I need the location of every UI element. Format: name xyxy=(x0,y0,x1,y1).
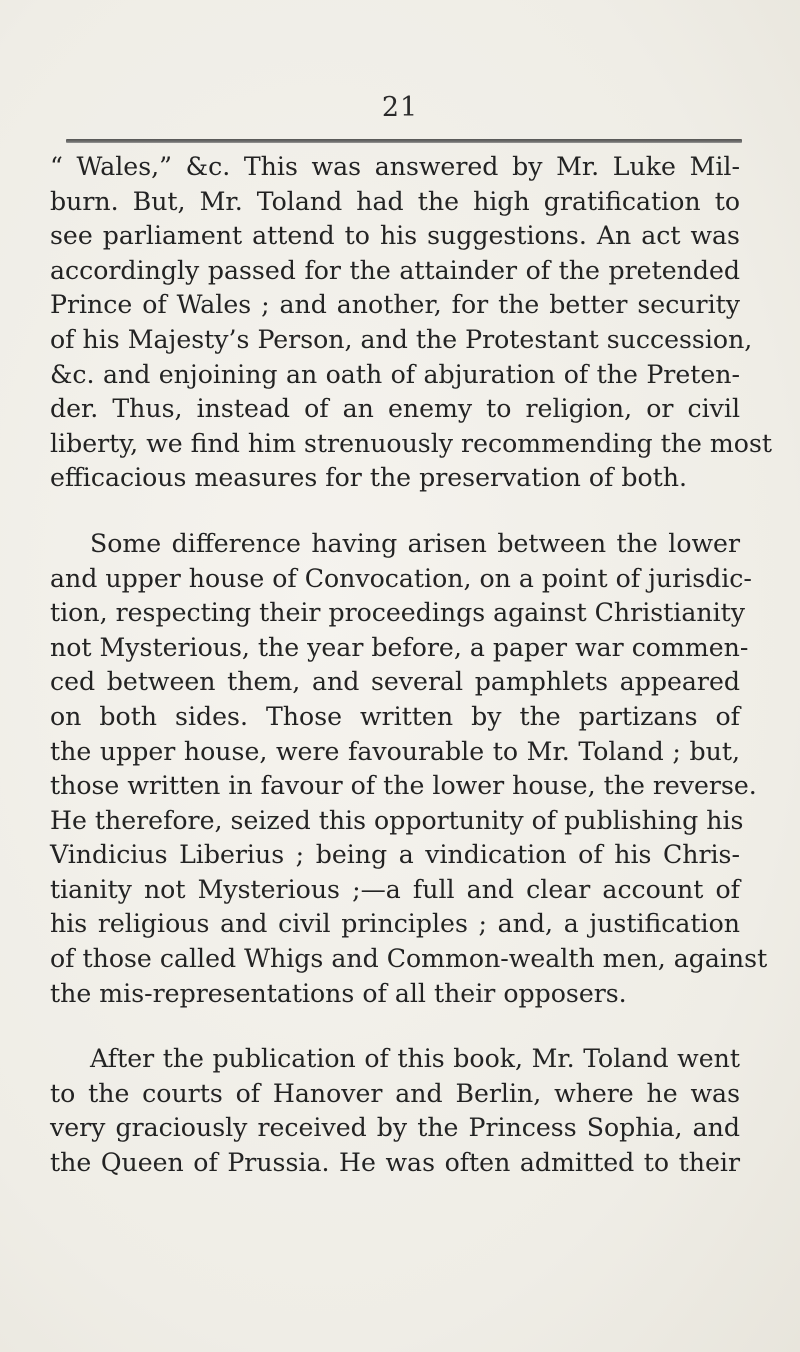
text-line: efficacious measures for the preservation of both. xyxy=(50,463,687,493)
text-line: those written in favour of the lower house, the reverse. xyxy=(50,771,757,801)
body-text xyxy=(50,150,773,1181)
text-line: He therefore, seized this opportunity of publishing his xyxy=(50,805,744,835)
page-number: 21 xyxy=(381,92,419,123)
paragraph-3 xyxy=(50,1042,740,1180)
header-rule xyxy=(66,139,742,143)
text-line: Prince of Wales ; and another, for the better security xyxy=(50,290,740,320)
text-line: tianity not Mysterious ;—a full and clear account of xyxy=(50,874,740,904)
text-line: not Mysterious, the year before, a paper war commen- xyxy=(50,632,749,662)
text-line: to the courts of Hanover and Berlin, where he was xyxy=(50,1078,740,1108)
paragraph-gap xyxy=(50,1011,740,1042)
text-line: accordingly passed for the attainder of the pretended xyxy=(50,255,740,285)
text-line: Some difference having arisen between the lower xyxy=(90,528,740,558)
text-line: tion, respecting their proceedings against Christianity xyxy=(50,598,745,628)
text-line: the upper house, were favourable to Mr. Toland ; but, xyxy=(50,736,740,766)
text-line: and upper house of Convocation, on a point of jurisdic- xyxy=(50,563,752,593)
text-line: the Queen of Prussia. He was often admitted to their xyxy=(50,1148,740,1178)
paragraph-1 xyxy=(50,150,773,496)
text-line: der. Thus, instead of an enemy to religion, or civil xyxy=(50,394,740,424)
text-line: very graciously received by the Princess Sophia, and xyxy=(50,1113,740,1143)
text-line: “ Wales,” &c. This was answered by Mr. Luke Mil- xyxy=(50,152,740,181)
text-line: burn. But, Mr. Toland had the high gratification to xyxy=(50,186,740,216)
text-line: ced between them, and several pamphlets appeared xyxy=(50,667,740,697)
text-line: on both sides. Those written by the partizans of xyxy=(50,701,740,731)
text-line: his religious and civil principles ; and, a justification xyxy=(50,909,740,939)
text-line: liberty, we find him strenuously recommending the most xyxy=(50,428,773,458)
paragraph-gap xyxy=(50,496,740,527)
text-line: After the publication of this book, Mr. Toland went xyxy=(90,1044,740,1074)
text-line: the mis-representations of all their opposers. xyxy=(50,978,627,1008)
text-line: &c. and enjoining an oath of abjuration of the Preten- xyxy=(50,359,740,389)
paragraph-2 xyxy=(50,527,768,1011)
text-line: Vindicius Liberius ; being a vindication of his Chris- xyxy=(50,840,740,870)
text-line: see parliament attend to his suggestions. An act was xyxy=(50,221,740,251)
text-line: of those called Whigs and Common-wealth men, against xyxy=(50,944,768,974)
text-line: of his Majesty’s Person, and the Protestant succession, xyxy=(50,324,753,354)
